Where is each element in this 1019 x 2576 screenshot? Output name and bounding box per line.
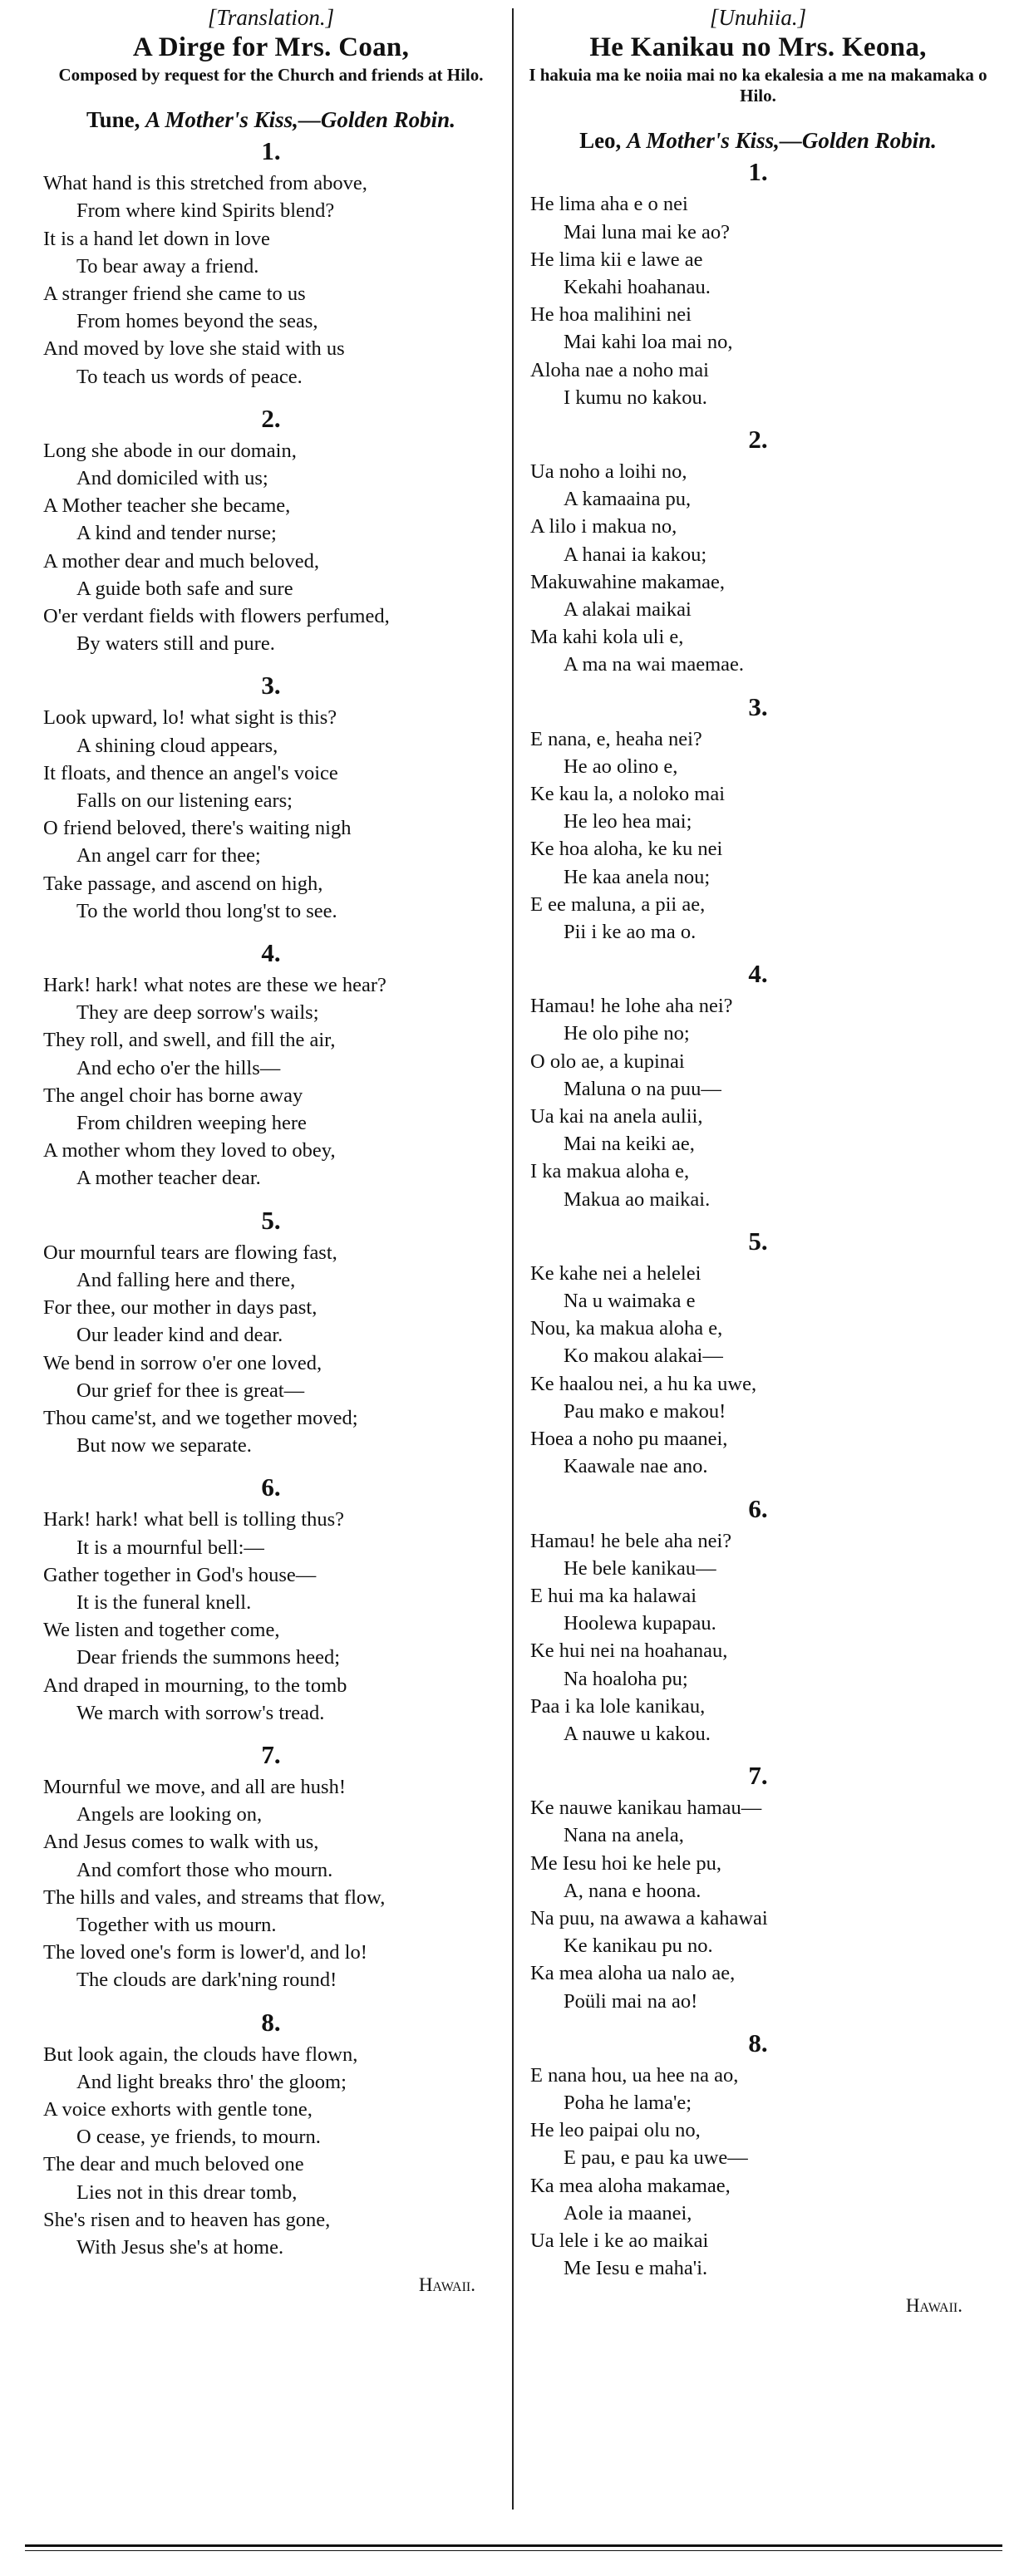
verse-line: They roll, and swell, and fill the air, bbox=[43, 1029, 336, 1052]
verse-line: A Mother teacher she became, bbox=[43, 494, 291, 518]
verse-line: Maluna o na puu— bbox=[564, 1077, 721, 1100]
stanza-number: 2. bbox=[261, 403, 281, 433]
bottom-rule bbox=[25, 2544, 1002, 2551]
verse-line: Mai kahi loa mai no, bbox=[564, 331, 733, 354]
verse-line: He olo pihe no; bbox=[564, 1022, 690, 1045]
verse-line: A alakai maikai bbox=[564, 598, 692, 622]
verse-line: Ma kahi kola uli e, bbox=[530, 626, 684, 649]
verse-line: To the world thou long'st to see. bbox=[76, 899, 337, 922]
stanza-number: 2. bbox=[748, 425, 768, 454]
tune-title: A Mother's Kiss bbox=[145, 107, 293, 133]
verse-line: He leo paipai olu no, bbox=[530, 2119, 701, 2142]
verse-line: The dear and much beloved one bbox=[43, 2153, 304, 2176]
verse-line: Hamau! he bele aha nei? bbox=[530, 1529, 732, 1552]
verse-line: Ke hoa aloha, ke ku nei bbox=[530, 838, 723, 861]
verse-line: And falling here and there, bbox=[76, 1268, 296, 1291]
verse-line: He kaa anela nou; bbox=[564, 865, 711, 888]
tune-title: A Mother's Kiss bbox=[627, 128, 775, 154]
hawaiian-title: He Kanikau no Mrs. Keona, bbox=[589, 32, 927, 62]
verse-line: We march with sorrow's tread. bbox=[76, 1701, 325, 1724]
stanza-number: 1. bbox=[261, 136, 281, 166]
verse-line: A ma na wai maemae. bbox=[564, 653, 745, 676]
verse-line: Aloha nae a noho mai bbox=[530, 358, 709, 381]
stanza bbox=[33, 1506, 509, 1727]
verse-line: A kamaaina pu, bbox=[564, 488, 692, 511]
verse-line: Na puu, na awawa a kahawai bbox=[530, 1906, 768, 1930]
verse-line: Hamau! he lohe aha nei? bbox=[530, 995, 733, 1018]
verse-line: It floats, and thence an angel's voice bbox=[43, 761, 338, 784]
verse-line: The loved one's form is lower'd, and lo! bbox=[43, 1941, 367, 1964]
verse-line: He ao olino e, bbox=[564, 755, 678, 778]
stanza-number: 5. bbox=[748, 1226, 768, 1256]
stanza bbox=[520, 458, 996, 679]
verse-line: A voice exhorts with gentle tone, bbox=[43, 2097, 313, 2121]
stanza-number: 3. bbox=[748, 691, 768, 721]
verse-line: O'er verdant fields with flowers perfumed, bbox=[43, 605, 390, 628]
verse-line: Ua noho a loihi no, bbox=[530, 460, 687, 483]
verse-line: It is a hand let down in love bbox=[43, 227, 270, 250]
stanza-number: 6. bbox=[261, 1472, 281, 1502]
verse-line: A mother dear and much beloved, bbox=[43, 549, 320, 573]
verse-line: We bend in sorrow o'er one loved, bbox=[43, 1351, 322, 1374]
verse-line: To bear away a friend. bbox=[76, 254, 259, 278]
verse-line: Together with us mourn. bbox=[76, 1913, 277, 1936]
verse-line: And draped in mourning, to the tomb bbox=[43, 1674, 347, 1697]
verse-line: A shining cloud appears, bbox=[76, 734, 278, 757]
verse-line: Ke kahe nei a helelei bbox=[530, 1261, 701, 1285]
stanza-number: 6. bbox=[748, 1493, 768, 1523]
verse-line: And comfort those who mourn. bbox=[76, 1858, 333, 1881]
translation-label: [Translation.] bbox=[207, 5, 335, 30]
verse-line: Mai luna mai ke ao? bbox=[564, 220, 731, 243]
verse-line: A stranger friend she came to us bbox=[43, 283, 306, 305]
verse-line: Makuwahine makamae, bbox=[530, 570, 726, 593]
verse-line: He lima aha e o nei bbox=[530, 193, 688, 216]
tune-prefix: Leo, bbox=[579, 128, 628, 154]
verse-line: Ke hui nei na hoahanau, bbox=[530, 1639, 728, 1663]
verse-line: And Jesus comes to walk with us, bbox=[43, 1831, 319, 1854]
verse-line: Aole ia maanei, bbox=[564, 2201, 692, 2225]
english-subtitle: Composed by request for the Church and friends at Hilo. bbox=[58, 65, 484, 85]
english-tune bbox=[33, 107, 509, 133]
verse-line: Ko makou alakai— bbox=[564, 1345, 723, 1368]
verse-line: E pau, e pau ka uwe— bbox=[564, 2146, 748, 2170]
stanza-number: 1. bbox=[748, 157, 768, 187]
stanza bbox=[520, 190, 996, 411]
verse-line: Kaawale nae ano. bbox=[564, 1455, 708, 1478]
verse-line: A kind and tender nurse; bbox=[76, 522, 277, 545]
verse-line: E nana, e, heaha nei? bbox=[530, 727, 702, 750]
stanza bbox=[520, 1260, 996, 1481]
verse-line: Take passage, and ascend on high, bbox=[43, 872, 323, 895]
verse-line: Our mournful tears are flowing fast, bbox=[43, 1241, 337, 1264]
verse-line: Me Iesu e maha'i. bbox=[564, 2257, 708, 2280]
verse-line: From children weeping here bbox=[76, 1112, 307, 1135]
verse-line: O friend beloved, there's waiting nigh bbox=[43, 817, 352, 840]
stanza bbox=[520, 2062, 996, 2283]
hawaiian-stanzas bbox=[520, 157, 996, 2282]
verse-line: Thou came'st, and we together moved; bbox=[43, 1406, 358, 1429]
stanza bbox=[33, 971, 509, 1192]
verse-line: E hui ma ka halawai bbox=[530, 1584, 697, 1607]
verse-line: I kumu no kakou. bbox=[564, 386, 707, 409]
verse-line: Mai na keiki ae, bbox=[564, 1133, 695, 1156]
verse-line: Hoolewa kupapau. bbox=[564, 1612, 716, 1635]
stanza-number: 7. bbox=[261, 1739, 281, 1769]
verse-line: And echo o'er the hills— bbox=[76, 1056, 281, 1079]
verse-line: Ke haalou nei, a hu ka uwe, bbox=[530, 1372, 757, 1395]
verse-line: By waters still and pure. bbox=[76, 632, 275, 656]
verse-line: He hoa malihini nei bbox=[530, 303, 692, 327]
verse-line: Na u waimaka e bbox=[564, 1290, 696, 1313]
verse-line: With Jesus she's at home. bbox=[76, 2235, 284, 2259]
verse-line: Poha he lama'e; bbox=[564, 2091, 692, 2114]
stanza bbox=[33, 1773, 509, 1994]
tune-suffix: ,—Golden Robin. bbox=[293, 107, 455, 133]
verse-line: Ke nauwe kanikau hamau— bbox=[530, 1797, 762, 1820]
verse-line: Paa i ka lole kanikau, bbox=[530, 1694, 706, 1718]
verse-line: From where kind Spirits blend? bbox=[76, 199, 335, 223]
verse-line: Ua lele i ke ao maikai bbox=[530, 2229, 709, 2252]
verse-line: For thee, our mother in days past, bbox=[43, 1296, 318, 1320]
verse-line: Na hoaloha pu; bbox=[564, 1667, 688, 1690]
verse-line: From homes beyond the seas, bbox=[76, 310, 318, 333]
verse-line: He leo hea mai; bbox=[564, 810, 692, 833]
verse-line: What hand is this stretched from above, bbox=[43, 172, 367, 195]
verse-line: A mother whom they loved to obey, bbox=[43, 1139, 336, 1163]
hawaiian-signature: Hawaii. bbox=[905, 2295, 962, 2317]
verse-line: The hills and vales, and streams that flow, bbox=[43, 1885, 386, 1909]
verse-line: He lima kii e lawe ae bbox=[530, 248, 703, 271]
verse-line: Ka mea aloha makamae, bbox=[530, 2174, 731, 2197]
verse-line: But look again, the clouds have flown, bbox=[43, 2043, 358, 2066]
verse-line: Look upward, lo! what sight is this? bbox=[43, 706, 337, 730]
hawaiian-subtitle: I hakuia ma ke noiia mai no ka ekalesia a me na makamaka o Hilo. bbox=[529, 65, 987, 106]
verse-line: Pii i ke ao ma o. bbox=[564, 921, 697, 944]
verse-line: A mother teacher dear. bbox=[76, 1167, 261, 1190]
stanza-number: 8. bbox=[748, 2028, 768, 2057]
verse-line: It is a mournful bell:— bbox=[76, 1536, 264, 1559]
verse-line: Nou, ka makua aloha e, bbox=[530, 1317, 723, 1340]
verse-line: He bele kanikau— bbox=[564, 1556, 716, 1580]
verse-line: Long she abode in our domain, bbox=[43, 439, 297, 462]
verse-line: And moved by love she staid with us bbox=[43, 337, 345, 361]
verse-line: Lies not in this drear tomb, bbox=[76, 2180, 298, 2204]
verse-line: Poüli mai na ao! bbox=[564, 1989, 698, 2013]
stanza bbox=[33, 170, 509, 391]
verse-line: Gather together in God's house— bbox=[43, 1563, 317, 1586]
hawaiian-column bbox=[520, 5, 996, 2317]
verse-line: Nana na anela, bbox=[564, 1824, 684, 1847]
verse-line: A lilo i makua no, bbox=[530, 515, 677, 538]
verse-line: A guide both safe and sure bbox=[76, 577, 293, 600]
verse-line: O cease, ye friends, to mourn. bbox=[76, 2126, 321, 2149]
verse-line: But now we separate. bbox=[76, 1434, 252, 1458]
verse-line: Makua ao maikai. bbox=[564, 1187, 711, 1211]
verse-line: Our leader kind and dear. bbox=[76, 1324, 283, 1347]
verse-line: Pau mako e makou! bbox=[564, 1399, 726, 1423]
stanza-number: 3. bbox=[261, 671, 281, 701]
verse-line: Our grief for thee is great— bbox=[76, 1379, 305, 1402]
stanza bbox=[520, 725, 996, 946]
verse-line: They are deep sorrow's wails; bbox=[76, 1001, 319, 1025]
unuhiia-label: [Unuhiia.] bbox=[709, 5, 807, 30]
stanza bbox=[33, 704, 509, 925]
stanza bbox=[33, 437, 509, 658]
verse-line: Ua kai na anela aulii, bbox=[530, 1105, 703, 1128]
verse-line: We listen and together come, bbox=[43, 1619, 280, 1642]
english-stanzas bbox=[33, 136, 509, 2261]
verse-line: Falls on our listening ears; bbox=[76, 789, 293, 813]
english-title: A Dirge for Mrs. Coan, bbox=[132, 32, 410, 62]
verse-line: Dear friends the summons heed; bbox=[76, 1646, 341, 1669]
stanza-number: 5. bbox=[261, 1205, 281, 1235]
verse-line: And light breaks thro' the gloom; bbox=[76, 2070, 347, 2093]
stanza bbox=[33, 2041, 509, 2262]
verse-line: A hanai ia kakou; bbox=[564, 543, 707, 566]
verse-line: To teach us words of peace. bbox=[76, 365, 303, 388]
stanza bbox=[520, 1794, 996, 2015]
verse-line: Hoea a noho pu maanei, bbox=[530, 1428, 728, 1451]
tune-suffix: ,—Golden Robin. bbox=[774, 128, 937, 154]
verse-line: It is the funeral knell. bbox=[76, 1590, 252, 1614]
english-signature: Hawaii. bbox=[418, 2274, 475, 2296]
stanza-number: 7. bbox=[748, 1761, 768, 1791]
stanza-number: 8. bbox=[261, 2007, 281, 2037]
verse-line: A, nana e hoona. bbox=[564, 1879, 701, 1902]
verse-line: An angel carr for thee; bbox=[76, 844, 261, 868]
verse-line: I ka makua aloha e, bbox=[530, 1160, 690, 1183]
verse-line: She's risen and to heaven has gone, bbox=[43, 2208, 331, 2231]
stanza-number: 4. bbox=[748, 959, 768, 989]
stanza bbox=[33, 1239, 509, 1460]
verse-line: E ee maluna, a pii ae, bbox=[530, 892, 706, 916]
stanza bbox=[520, 1527, 996, 1748]
verse-line: Ke kanikau pu no. bbox=[564, 1934, 713, 1958]
hawaiian-tune bbox=[520, 128, 996, 154]
stanza-number: 4. bbox=[261, 938, 281, 968]
english-column bbox=[33, 5, 509, 2296]
verse-line: Hark! hark! what notes are these we hear? bbox=[43, 974, 386, 997]
stanza bbox=[520, 992, 996, 1213]
verse-line: Ka mea aloha ua nalo ae, bbox=[530, 1962, 736, 1985]
verse-line: The angel choir has borne away bbox=[43, 1084, 303, 1107]
column-divider bbox=[512, 8, 514, 2510]
verse-line: O olo ae, a kupinai bbox=[530, 1050, 685, 1073]
verse-line: E nana hou, ua hee na ao, bbox=[530, 2063, 739, 2087]
verse-line: Me Iesu hoi ke hele pu, bbox=[530, 1851, 721, 1875]
verse-line: Angels are looking on, bbox=[76, 1803, 263, 1826]
verse-line: Hark! hark! what bell is tolling thus? bbox=[43, 1508, 344, 1531]
verse-line: Kekahi hoahanau. bbox=[564, 275, 711, 298]
verse-line: A nauwe u kakou. bbox=[564, 1722, 711, 1745]
verse-line: Mournful we move, and all are hush! bbox=[43, 1775, 346, 1798]
verse-line: And domiciled with us; bbox=[76, 467, 268, 490]
verse-line: The clouds are dark'ning round! bbox=[76, 1969, 337, 1992]
verse-line: Ke kau la, a noloko mai bbox=[530, 783, 726, 806]
tune-prefix: Tune, bbox=[86, 107, 146, 133]
